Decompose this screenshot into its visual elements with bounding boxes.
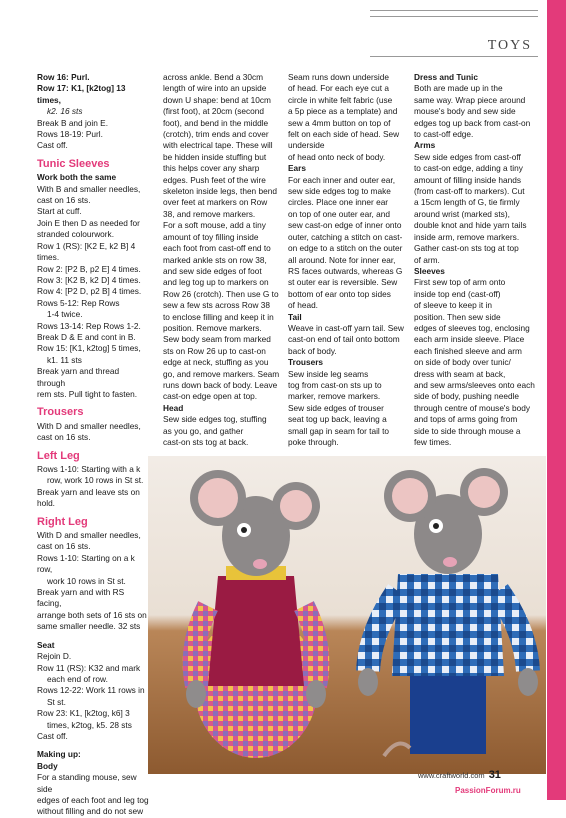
text-line: Gather cast-on sts tog at top [414,243,519,254]
subheading-dress: Dress and Tunic [414,72,478,82]
text-line: marker, remove markers. [288,391,381,402]
instruction: For a standing mouse, sew side [37,772,137,794]
text-line: on edge to a stitch on the outer [288,243,403,254]
header-rule [370,16,538,17]
text-line: length of wire into an upside [163,83,267,94]
instruction: With B and smaller needles, [37,183,141,194]
text-line: tog from cast-on sts up to [288,379,382,390]
text-line: sew a 4mm button on top of [288,117,391,128]
instruction: cast on 16 sts. [37,195,91,206]
text-line: sts on Row 26 up to cast-on [163,345,266,356]
instruction: Row 1 (RS): [K2 E, k2 B] 4 times. [37,240,136,263]
text-line: double knot and hide yarn tails [414,220,527,231]
instruction: With D and smaller needles, [37,420,141,431]
text-line: and sew arms/sleeves onto each [414,379,535,390]
text-line: First sew top of arm onto [414,277,506,288]
subheading: Work both the same [37,172,117,183]
text-line: to enclose filling and keep it in [163,311,274,322]
instruction: Rows 5-12: Rep Rows [37,297,120,308]
photo-illustration [148,456,546,774]
text-line: outer, catching a stitch on cast- [288,231,403,242]
text-line: back of body. [288,345,337,356]
head-text [163,414,283,448]
instruction: Row 3: [K2 B, k2 D] 4 times. [37,274,141,285]
text-line: sew a few sts across Row 38 [163,300,270,311]
text-line: cast-on edge open at top. [163,391,258,402]
heading-tunic-sleeves: Tunic Sleeves [37,157,110,170]
text-line: each foot from cast-off end to [163,243,271,254]
subheading-making-up: Making up: [37,749,81,760]
text-line: over feet at markers on Row [163,197,268,208]
instruction: row, work 10 rows in St st. [47,475,144,486]
text-line: sew cast-on edge of inner onto [288,220,402,231]
text-line: sew side edges tog to make [288,186,391,197]
instruction: work 10 rows in St st. [47,575,126,586]
instruction: St st. [47,696,66,707]
dress-text [414,83,542,140]
trousers-text [288,369,408,449]
text-line: position. Remove markers. [163,322,262,333]
instruction: stranded colourwork. [37,229,115,240]
instruction: Break yarn and with RS facing, [37,587,125,609]
instruction: without filling and do not sew [37,806,144,817]
page-edge-bar [547,0,566,800]
text-line: felt on each side of head. Sew [288,129,400,140]
instruction: k2. 16 sts [47,106,83,117]
instruction: Rows 18-19: Purl. [37,129,103,140]
subheading-trousers: Trousers [288,357,324,368]
instruction: Rows 13-14: Rep Rows 1-2. [37,320,141,331]
instruction: same smaller needle. 32 sts [37,621,141,632]
text-line: go, and remove markers. Seam [163,368,280,379]
instruction: cast on 16 sts. [37,432,91,443]
text-line: of sleeve to keep it in [414,300,492,311]
text-line: amount of toy filling inside [163,231,259,242]
text-line: 38, and remove markers. [163,208,256,219]
instruction: Row 4: [P2 D, p2 B] 4 times. [37,286,142,297]
page-footer [418,769,501,781]
text-line: edge at neck, stuffing as you [163,357,269,368]
text-line: across ankle. Bend a 30cm [163,72,264,82]
text-line: For a soft mouse, add a tiny [163,220,266,231]
instruction: 1-4 twice. [47,309,83,320]
sleeves-text [414,277,542,448]
text-line: skeleton inside legs, then bend [163,186,277,197]
instruction: Join E then D as needed for [37,217,140,228]
text-line: each finished sleeve and arm [414,345,522,356]
text-line: and leg tog up to markers on [163,277,269,288]
knitted-mice-photo [148,456,546,774]
instruction: Cast off. [37,140,68,151]
text-line: be hidden inside stuffing but [163,151,267,162]
text-line: side of body, pushing needle [414,391,520,402]
instruction: Break B and join E. [37,117,109,128]
text-line: edges. Push feet of the wire [163,174,266,185]
text-line: amount of filling inside hands [414,174,522,185]
instruction: Row 2: [P2 B, p2 E] 4 times. [37,263,141,274]
text-line: For each inner and outer ear, [288,174,396,185]
column-1 [37,72,149,818]
section-header [370,0,538,60]
website-url: www.craftworld.com [418,771,485,780]
text-line: Row 26 (crotch). Then use G to [163,288,279,299]
text-line: small gap in seam for tail to [288,425,389,436]
text-line: of arm. [414,254,440,265]
instruction: Break yarn and thread through [37,366,120,388]
row-label: Row 16: Purl. [37,72,90,82]
text-line: inside top end (cast-off) [414,288,501,299]
text-line: Both are made up in the [414,83,503,94]
text-line: on side of body over tunic/ [414,357,511,368]
text-line: with electrical tape. These will [163,140,273,151]
text-line: to cast-on edge, adding a tiny [414,163,523,174]
instruction: Rejoin D. [37,651,72,662]
column-3 [288,72,408,448]
text-line: Sew side edges from cast-off [414,151,521,162]
header-rule [370,56,538,57]
text-line: down U shape: bend at 10cm [163,94,271,105]
tail-text [288,323,408,357]
text-line: all around. Note for inner ear, [288,254,396,265]
text-line: underside [288,140,325,151]
arms-text [414,152,542,266]
left-mouse [186,470,326,758]
text-line: and sew side edges of foot [163,265,262,276]
ears-text [288,175,408,312]
subheading-arms: Arms [414,140,436,151]
text-line: through centre of mouse's body [414,402,530,413]
text-line: of head. For each eye cut a [288,83,390,94]
instruction: Row 17: K1, [k2tog] 13 times, [37,83,126,105]
subheading-seat: Seat [37,639,55,650]
text-line: as you go, and gather [163,425,244,436]
instruction: arrange both sets of 16 sts on [37,609,147,620]
instruction: Row 23: K1, [k2tog, k6] 3 [37,708,130,719]
text-line: Seam runs down underside [288,72,390,82]
text-line: runs down back of body. Leave [163,379,278,390]
text-line: st outer ear is reversible. Sew [288,277,398,288]
text-line: (first foot), at 20cm (second [163,106,264,117]
subheading-head: Head [163,402,184,413]
text-line: bottom of ear onto top sides [288,288,391,299]
text-line: edges tog up back from cast-on [414,117,531,128]
instruction: Start at cuff. [37,206,82,217]
instruction: Row 15: [K1, k2tog] 5 times, [37,343,141,354]
text-line: (crotch), trim ends and cover [163,129,269,140]
text-line: mouse's body and sew side [414,106,516,117]
text-line: foot), and bend in the middle [163,117,269,128]
text-line: on top of one outer ear, and [288,208,390,219]
text-line: marked ankle sts on row 38, [163,254,267,265]
column-2-text [163,72,283,403]
text-line: of head. [288,300,318,311]
subheading-sleeves: Sleeves [414,265,445,276]
instruction: rem sts. Pull tight to fasten. [37,388,138,399]
text-line: poke through. [288,437,339,447]
text-line: Weave in cast-off yarn tail. Sew [288,322,404,333]
text-line: cast-on end of tail onto bottom [288,334,400,345]
text-line: few times. [414,437,452,447]
instruction: edges of each foot and leg tog [37,794,149,805]
text-line: and tops of arms going from [414,414,518,425]
subheading-ears: Ears [288,163,306,174]
instruction: With D and smaller needles, [37,530,141,541]
instruction: cast on 16 sts. [37,541,91,552]
text-line: Sew side edges of trouser [288,402,384,413]
heading-right-leg: Right Leg [37,515,88,528]
text-line: around wrist (marked sts), [414,208,510,219]
subheading-body: Body [37,760,58,771]
section-title: TOYS [487,38,532,53]
instruction: Break yarn and leave sts on hold. [37,486,140,509]
text-line: a 5p piece as a template) and [288,106,398,117]
heading-trousers: Trousers [37,406,84,419]
text-line: cast-on sts tog at back. [163,437,249,447]
instruction: times, k2tog, k5. 28 sts [47,719,132,730]
column-2 [163,72,283,448]
text-line: seat tog up back, leaving a [288,414,387,425]
instruction: each end of row. [47,673,108,684]
text-line: edges of sleeves tog, enclosing [414,322,530,333]
text-line: Sew body seam from marked [163,334,271,345]
instruction: Rows 1-10: Starting with a k [37,464,141,474]
subheading-tail: Tail [288,311,302,322]
text-line: Sew inside leg seams [288,368,369,379]
text-line: of head onto neck of body. [288,151,386,162]
column-3-text [288,72,408,163]
text-line: RS faces outwards, whereas G [288,265,403,276]
text-line: each arm inside sleeve. Place [414,334,525,345]
text-line: (from cast-off to markers). Cut [414,186,525,197]
instruction: Rows 12-22: Work 11 rows in [37,685,145,696]
text-line: same way. Wrap piece around [414,94,526,105]
instruction: k1. 11 sts [47,354,82,365]
page-number: 31 [488,769,501,781]
instruction: Rows 1-10: Starting on a k row, [37,552,135,575]
heading-left-leg: Left Leg [37,449,80,462]
text-line: dress with seam at back, [414,368,506,379]
text-line: this helps cover any sharp [163,163,260,174]
text-line: position. Then sew side [414,311,501,322]
column-4 [414,72,542,448]
text-line: Sew side edges tog, stuffing [163,414,267,425]
instruction: Cast off. [37,730,68,741]
header-rule [370,10,538,11]
instruction: Row 11 (RS): K32 and mark [37,662,141,673]
text-line: to cast-off edge. [414,129,474,140]
text-line: circle in white felt fabric (use [288,94,393,105]
text-line: inside arm, remove markers. [414,231,520,242]
text-line: circles. Place one inner ear [288,197,389,208]
watermark: PassionForum.ru [455,786,521,795]
text-line: side to side through mouse a [414,425,521,436]
instruction: Break D & E and cont in B. [37,331,136,342]
text-line: a 15cm length of G, tie firmly [414,197,520,208]
